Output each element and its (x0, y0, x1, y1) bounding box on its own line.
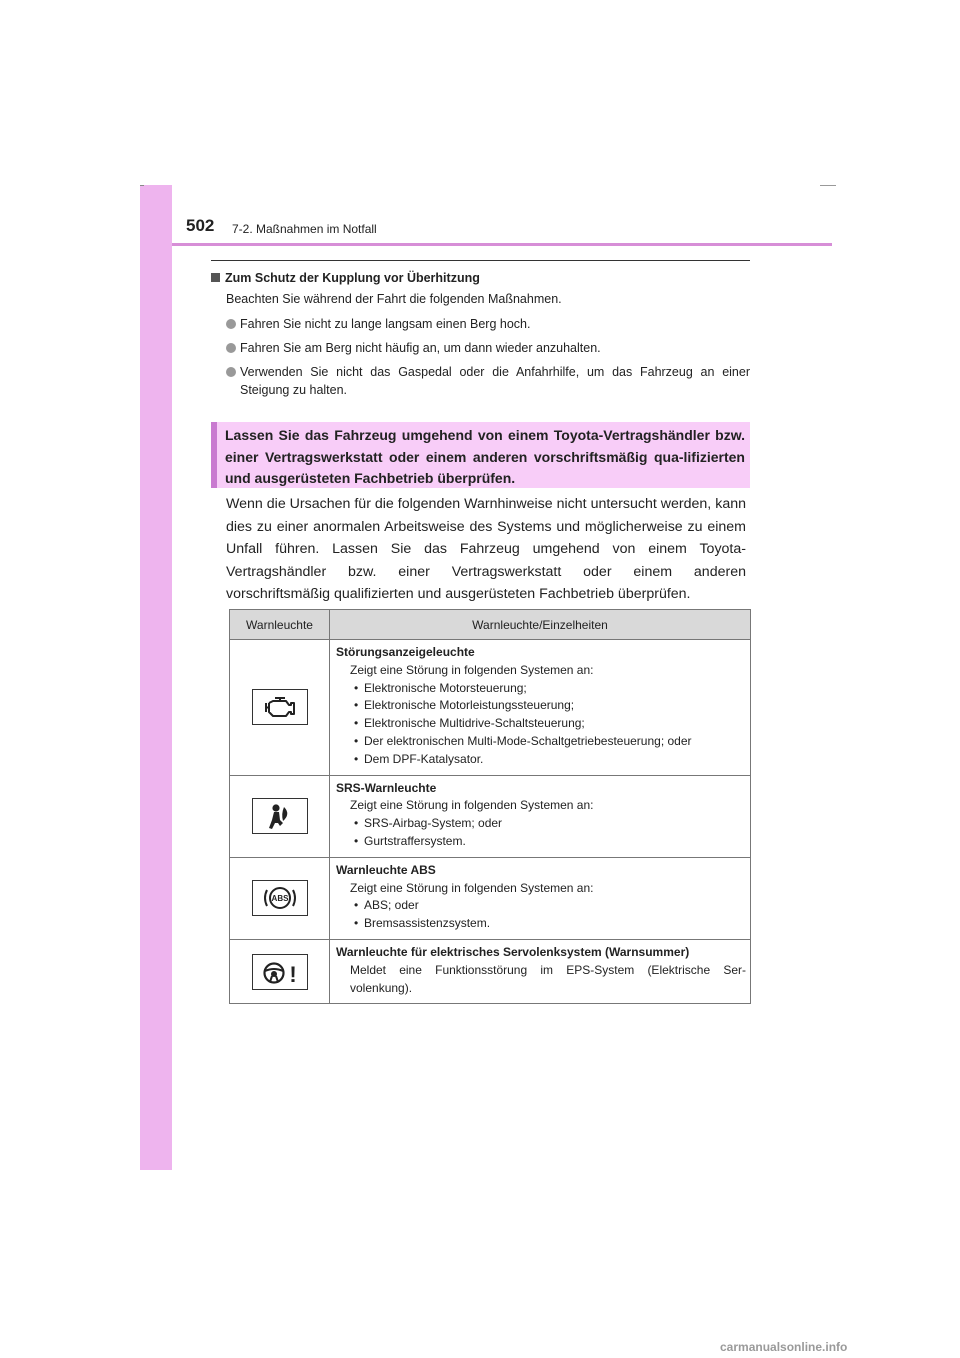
callout-box (211, 422, 750, 488)
bullet-char: • (354, 751, 359, 766)
body-paragraph: Wenn die Ursachen für die folgenden Warnhinweise nicht untersucht werden, kann dies zu einer anormalen Arbeitsweise des Systems und möglicherweise zu einem Unfall führen. Lassen Sie das Fahrzeug umgehend von einem Toyota-Vertragshändler bzw. einer Vertragswerkstatt oder einem anderen vorschriftsmäßig qualifizierten und ausgerüsteten Fachbetrieb überprüfen. (226, 496, 746, 602)
details-cell (330, 640, 751, 776)
bullet-char: • (354, 833, 359, 848)
circle-bullet-icon (226, 367, 236, 377)
row-title: Störungsanzeigeleuchte (336, 645, 475, 659)
watermark-text: carmanualsonline.info (720, 1340, 848, 1354)
col-header-warnleuchte: Warnleuchte (230, 610, 330, 640)
section-title: 7-2. Maßnahmen im Notfall (232, 222, 377, 236)
table-row (230, 775, 751, 857)
table-row (230, 857, 751, 939)
exclamation-mark: ! (288, 961, 297, 987)
clutch-intro: Beachten Sie während der Fahrt die folgenden Maßnahmen. (226, 292, 562, 306)
square-bullet-icon (211, 273, 220, 282)
list-item-text: Elektronische Motorleistungssteuerung; (364, 698, 575, 713)
bullet-char: • (354, 698, 359, 713)
list-item (336, 915, 746, 933)
list-item (336, 833, 746, 851)
row-title: Warnleuchte ABS (336, 862, 436, 877)
bullet-char: • (354, 916, 359, 931)
list-item-text: ABS; oder (364, 898, 419, 913)
details-cell (330, 857, 751, 939)
side-tab-bar (140, 185, 172, 1170)
circle-bullet-icon (226, 343, 236, 353)
bullet-char: • (354, 898, 359, 913)
details-cell (330, 939, 751, 1003)
row-description: Zeigt eine Störung in folgenden Systemen an: (350, 880, 594, 895)
list-item (336, 697, 746, 715)
bullet-char: • (354, 680, 359, 695)
list-item-text: Elektronische Multidrive-Schaltsteuerung; (364, 716, 585, 731)
circle-bullet-icon (226, 319, 236, 329)
abs-icon (252, 880, 308, 916)
header-rule (172, 243, 832, 246)
list-item (226, 315, 750, 333)
row-title: Warnleuchte für elektrisches Servolenksystem (Warnsummer) (336, 944, 690, 959)
callout-text: Lassen Sie das Fahrzeug umgehend von einem Toyota-Vertragshändler bzw. einer Vertragswerkstatt oder einem anderen vorschriftsmäßig qua-lifizierten und ausgerüsteten Fachbetrieb überprüfen. (225, 427, 745, 486)
list-item (226, 339, 750, 357)
list-item-text: Der elektronischen Multi-Mode-Schaltgetriebesteuerung; oder (364, 733, 692, 748)
list-item-text: Bremsassistenzsystem. (364, 916, 491, 931)
table-row (230, 939, 751, 1003)
list-item-text: Elektronische Motorsteuerung; (364, 680, 527, 695)
icon-cell (230, 939, 330, 1003)
col-header-details: Warnleuchte/Einzelheiten (330, 610, 751, 640)
row-description: Meldet eine Funktionsstörung im EPS-System (Elektrische Ser-volenkung). (350, 962, 746, 995)
icon-cell (230, 857, 330, 939)
details-cell (330, 775, 751, 857)
list-item (336, 733, 746, 751)
steering-warning-icon (252, 954, 308, 990)
list-item (336, 715, 746, 733)
list-item-text: Gurtstraffersystem. (364, 833, 466, 848)
list-item-text: Dem DPF-Katalysator. (364, 751, 484, 766)
list-item (336, 815, 746, 833)
row-description: Zeigt eine Störung in folgenden Systemen an: (350, 798, 594, 813)
bullet-char: • (354, 816, 359, 831)
list-item-text: Fahren Sie nicht zu lange langsam einen Berg hoch. (240, 317, 531, 331)
table-row (230, 640, 751, 776)
list-item-text: SRS-Airbag-System; oder (364, 816, 503, 831)
table-header-row (230, 610, 751, 640)
crop-mark-right (820, 185, 836, 186)
bullet-char: • (354, 733, 359, 748)
list-item-text: Verwenden Sie nicht das Gaspedal oder die Anfahrhilfe, um das Fahrzeug an einer Steigung zu halten. (240, 365, 750, 397)
section-divider (211, 260, 750, 261)
row-description: Zeigt eine Störung in folgenden Systemen an: (350, 662, 594, 677)
clutch-heading-text: Zum Schutz der Kupplung vor Überhitzung (225, 271, 480, 285)
list-item-text: Fahren Sie am Berg nicht häufig an, um dann wieder anzuhalten. (240, 341, 601, 355)
list-item (226, 363, 750, 399)
list-item (336, 751, 746, 769)
bullet-char: • (354, 716, 359, 731)
list-item (336, 680, 746, 698)
warning-table (229, 609, 751, 1004)
row-title: SRS-Warnleuchte (336, 780, 437, 795)
engine-icon (252, 689, 308, 725)
icon-cell (230, 775, 330, 857)
abs-icon-label: ABS (271, 894, 288, 904)
crop-mark-left (140, 185, 144, 186)
icon-cell (230, 640, 330, 776)
list-item (336, 897, 746, 915)
airbag-icon (252, 798, 308, 834)
page-number: 502 (186, 216, 215, 235)
callout-accent (211, 422, 217, 488)
clutch-heading (211, 271, 480, 285)
